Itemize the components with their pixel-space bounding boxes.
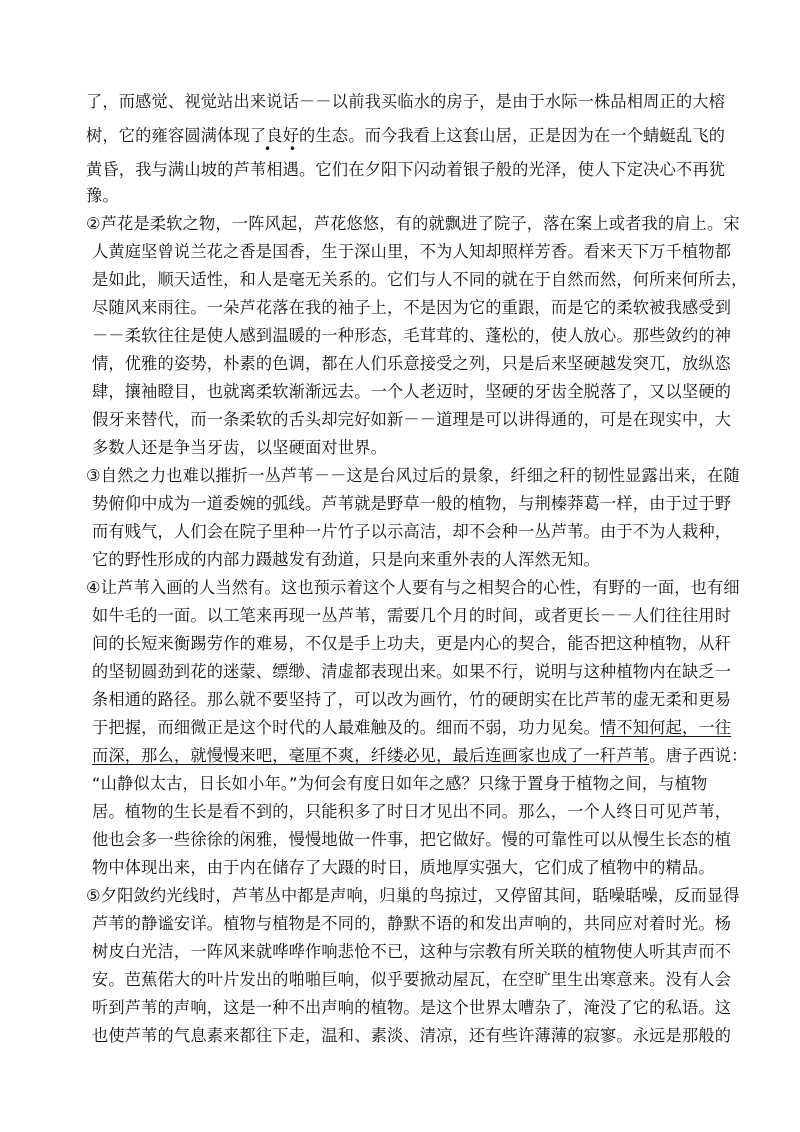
text-line: 势俯仰中成为一道委婉的弧线。芦苇就是野草一般的植物，与荆榛莽葛一样，由于过于野 [92,494,732,513]
text-line: 的坚韧圆劲到花的迷蒙、缥缈、清虚都表现出来。如果不行，说明与这种植物内在缺乏一 [92,662,732,681]
text-line: 居。植物的生长是看不到的，只能积多了时日才见出不同。那么，一个人终日可见芦苇， [92,802,732,821]
text-line [86,160,725,180]
text-segment: 。唐子西说： [649,746,748,765]
text-line: 如牛毛的一面。以工笔来再现一丛芦苇，需要几个月的时间，或者更长－－人们往往用时 [92,606,732,625]
text-segment: 。它们在夕阳下闪动着银子般的光泽，使人下定决心不再犹 [299,160,726,179]
text-segment: 黄昏，我与满山坡的芦苇 [86,160,267,179]
text-segment: 于把握，而细微正是这个时代的人最难触及的。细而不弱，功力见矣。 [92,718,601,737]
emphasized-text: 相遇 [266,160,300,179]
text-line: －－柔软往往是使人感到温暖的一种形态，毛茸茸的、蓬松的，使人放心。那些敛约的神 [92,326,732,345]
text-line: 它的野性形成的内部力蹑越发有劲道，只是向来重外表的人浑然无知。 [92,550,601,569]
text-line: 假牙来替代，而一条柔软的舌头却完好如新－－道理是可以讲得通的，可是在现实中，大 [92,410,732,429]
text-line: 尽随风来雨往。一朵芦花落在我的袖子上，不是因为它的重跟，而是它的柔软被我感受到 [92,298,732,317]
text-line: 物中体现出来，由于内在储存了大蹑的时日，质地厚实强大，它们成了植物中的精品。 [92,858,715,877]
text-line: 多数人还是争当牙齿，以坚硬面对世界。 [92,438,387,457]
text-line: 他也会多一些徐徐的闲雅，慢慢地做一件事，把它做好。慢的可靠性可以从慢生长态的植 [92,830,732,849]
text-line: 树皮白光洁，一阵风来就哗哗作响悲怆不已，这种与宗教有所关联的植物使人听其声而不 [92,942,732,961]
underlined-text: 情不知何起，一往 [600,718,732,737]
paragraph-start: ⑤夕阳敛约光线时，芦苇丛中都是声响，归巢的鸟掠过，又停留其间，聒噪聒噪，反而显得 [86,886,740,905]
text-line: “山静似太古，日长如小年。”为何会有度日如年之感？只缘于置身于植物之间，与植物 [92,774,708,793]
paragraph-start: ②芦花是柔软之物，一阵风起，芦花悠悠，有的就飘进了院子，落在案上或者我的肩上。宋 [86,214,740,233]
paragraph-start: ④让芦苇入画的人当然有。这也预示着这个人要有与之相契合的心性，有野的一面，也有细 [86,578,740,597]
text-line: 肆，攘袖瞪目，也就离柔软渐渐远去。一个人老迈时，坚硬的牙齿全脱落了，又以坚硬的 [92,382,732,401]
text-line: 树，它的雍容圆满体现了良好的生态。而今我看上这套山居，正是因为在一个蜻蜓乱飞的 [86,126,726,145]
text-line: 安。芭蕉偌大的叶片发出的啪啪巨响，似乎要掀动屋瓦，在空旷里生出寒意来。没有人会 [92,970,732,989]
emphasis-dots: • • [264,142,303,156]
text-line: 是如此，顺天适性，和人是毫无关系的。它们与人不同的就在于自然而然，何所来何所去， [92,270,748,289]
text-line: 间的长短来衡踢劳作的难易，不仅是手上功夫，更是内心的契合，能否把这种植物，从秆 [92,634,732,653]
text-line: 而有贱气，人们会在院子里种一片竹子以示高洁，却不会种一丛芦苇。由于不为人栽种， [92,522,732,541]
text-line [92,746,748,766]
underlined-text: 而深，那么，就慢慢来吧，毫厘不爽，纤缕必见，最后连画家也成了一秆芦苇 [92,746,650,765]
text-line: 了，而感觉、视觉站出来说话－－以前我买临水的房子，是由于水际一株品相周正的大榕 [86,92,726,111]
text-line: 条相通的路径。那么就不要坚持了，可以改为画竹，竹的硬朗实在比芦苇的虚无柔和更易 [92,690,732,709]
text-line: 芦苇的静谧安详。植物与植物是不同的，静默不语的和发出声响的，共同应对着时光。杨 [92,914,732,933]
text-line: 听到芦苇的声响，这是一种不出声响的植物。是这个世界太嘈杂了，淹没了它的私语。这 [92,998,732,1017]
text-line: 情，优雅的姿势，朴素的色调，都在人们乐意接受之列，只是后来坚硬越发突兀，放纵恣 [92,354,732,373]
text-line: 豫。 [86,186,119,205]
text-line [92,718,731,738]
text-line: 人黄庭坚曾说兰花之香是国香，生于深山里，不为人知却照样芳香。看来天下万千植物都 [92,242,732,261]
paragraph-start: ③自然之力也难以摧折一丛芦苇－－这是台风过后的景象，纤细之秆的韧性显露出来，在随 [86,466,740,485]
text-line: 也使芦苇的气息素来都往下走，温和、素淡、清凉，还有些许薄薄的寂寥。永远是那般的 [92,1026,732,1045]
